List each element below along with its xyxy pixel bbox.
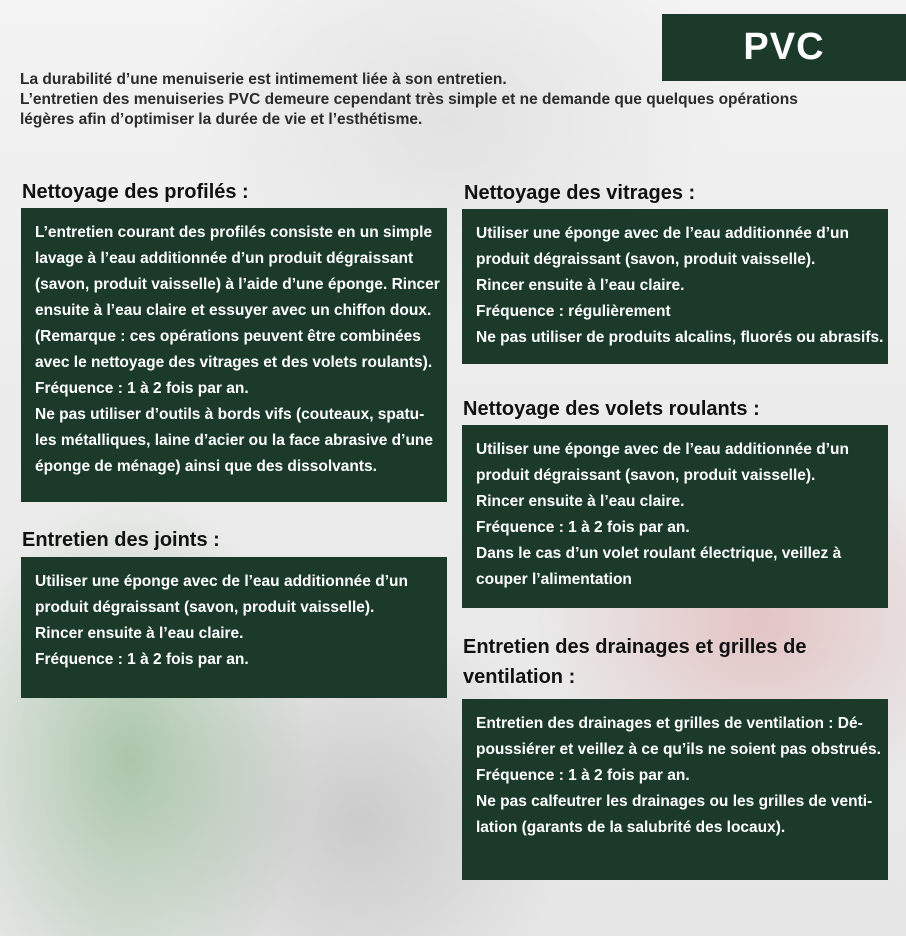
box-line: produit dégraissant (savon, produit vaisselle). bbox=[476, 467, 816, 484]
box-line: Ne pas utiliser d’outils à bords vifs (couteaux, spatu- bbox=[35, 406, 425, 423]
box-line: poussiérer et veillez à ce qu’ils ne soient pas obstrués. bbox=[476, 741, 881, 758]
box-entretien-joints bbox=[21, 557, 447, 698]
box-line: lation (garants de la salubrité des locaux). bbox=[476, 819, 786, 836]
box-nettoyage-profiles bbox=[21, 208, 447, 502]
box-nettoyage-vitrages bbox=[462, 209, 888, 364]
box-line: (Remarque : ces opérations peuvent être combinées bbox=[35, 328, 421, 345]
box-line: avec le nettoyage des vitrages et des volets roulants). bbox=[35, 354, 433, 371]
box-line: Dans le cas d’un volet roulant électrique, veillez à bbox=[476, 545, 842, 562]
box-line: Utiliser une éponge avec de l’eau additionnée d’un bbox=[476, 225, 849, 242]
box-line: produit dégraissant (savon, produit vaisselle). bbox=[476, 251, 816, 268]
heading-nettoyage-profiles: Nettoyage des profilés : bbox=[22, 181, 249, 203]
heading-line: Entretien des drainages et grilles de bbox=[463, 636, 807, 658]
intro-line: La durabilité d’une menuiserie est intimement liée à son entretien. bbox=[20, 71, 507, 88]
box-line: (savon, produit vaisselle) à l’aide d’une éponge. Rincer bbox=[35, 276, 440, 293]
box-line: Rincer ensuite à l’eau claire. bbox=[35, 625, 244, 642]
box-line: Fréquence : régulièrement bbox=[476, 303, 671, 320]
box-line: les métalliques, laine d’acier ou la face abrasive d’une bbox=[35, 432, 434, 449]
box-line: éponge de ménage) ainsi que des dissolvants. bbox=[35, 458, 377, 475]
box-line: Fréquence : 1 à 2 fois par an. bbox=[35, 651, 249, 668]
box-line: Fréquence : 1 à 2 fois par an. bbox=[476, 767, 690, 784]
heading-line: ventilation : bbox=[463, 666, 576, 688]
box-line: Fréquence : 1 à 2 fois par an. bbox=[35, 380, 249, 397]
box-line: Ne pas utiliser de produits alcalins, fluorés ou abrasifs. bbox=[476, 329, 884, 346]
heading-nettoyage-volets: Nettoyage des volets roulants : bbox=[463, 398, 760, 420]
heading-entretien-joints: Entretien des joints : bbox=[22, 529, 220, 551]
box-line: Utiliser une éponge avec de l’eau additionnée d’un bbox=[476, 441, 849, 458]
pvc-badge: PVC bbox=[662, 14, 906, 81]
box-line: Fréquence : 1 à 2 fois par an. bbox=[476, 519, 690, 536]
box-line: Ne pas calfeutrer les drainages ou les grilles de venti- bbox=[476, 793, 873, 810]
box-line: L’entretien courant des profilés consiste en un simple bbox=[35, 224, 433, 241]
heading-nettoyage-vitrages: Nettoyage des vitrages : bbox=[464, 182, 696, 204]
box-entretien-drainages bbox=[462, 699, 888, 880]
box-line: lavage à l’eau additionnée d’un produit dégraissant bbox=[35, 250, 414, 267]
box-line: Rincer ensuite à l’eau claire. bbox=[476, 277, 685, 294]
box-line: Utiliser une éponge avec de l’eau additionnée d’un bbox=[35, 573, 408, 590]
box-line: Entretien des drainages et grilles de ventilation : Dé- bbox=[476, 715, 863, 732]
intro-text bbox=[20, 70, 820, 130]
box-line: produit dégraissant (savon, produit vaisselle). bbox=[35, 599, 375, 616]
box-line: ensuite à l’eau claire et essuyer avec un chiffon doux. bbox=[35, 302, 432, 319]
heading-entretien-drainages bbox=[463, 632, 806, 692]
box-line: couper l’alimentation bbox=[476, 571, 632, 588]
box-line: Rincer ensuite à l’eau claire. bbox=[476, 493, 685, 510]
box-nettoyage-volets bbox=[462, 425, 888, 608]
intro-line: légères afin d’optimiser la durée de vie et l’esthétisme. bbox=[20, 111, 423, 128]
intro-line: L’entretien des menuiseries PVC demeure cependant très simple et ne demande que quelques opérations bbox=[20, 91, 798, 108]
